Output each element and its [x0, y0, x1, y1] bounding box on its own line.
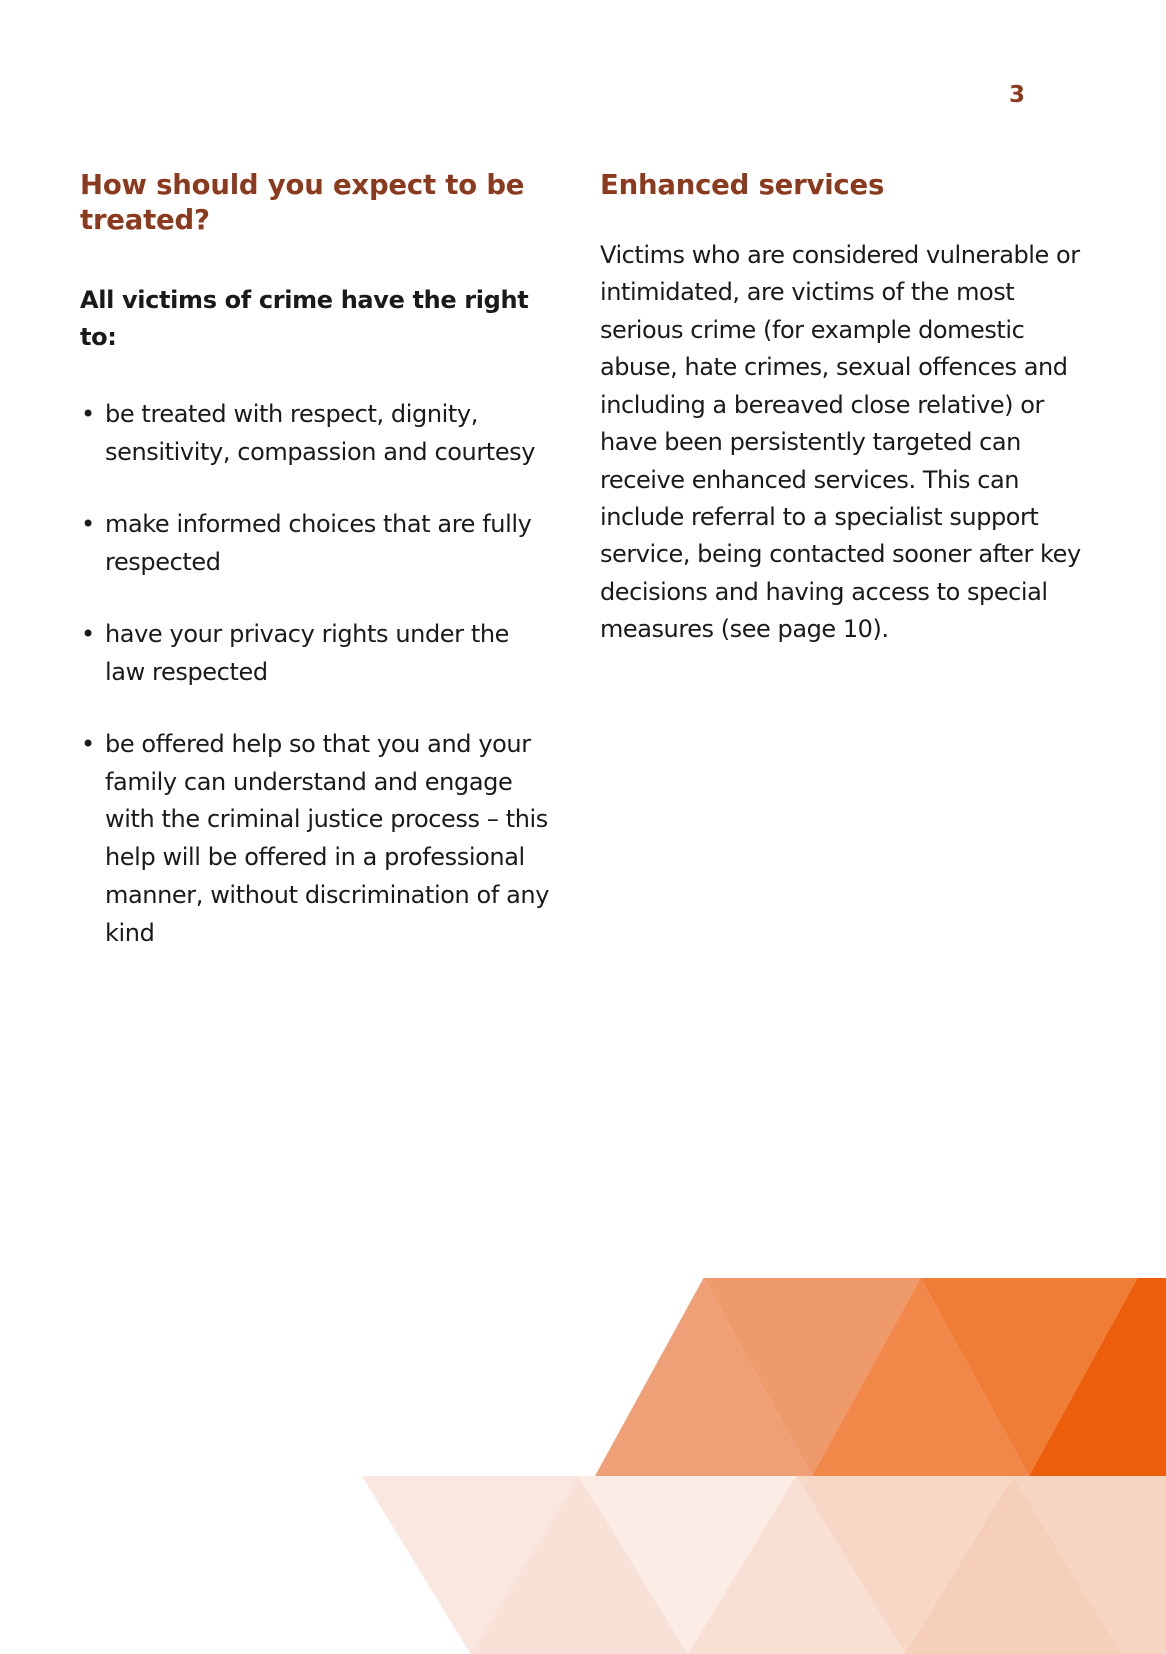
- triangle-down: [579, 1476, 796, 1654]
- triangle-down: [362, 1476, 579, 1654]
- rights-lead-text: All victims of crime have the right to:: [80, 285, 529, 352]
- list-item-label: be treated with respect, dignity, sensitivity, compassion and courtesy: [105, 400, 536, 467]
- list-item-label: make informed choices that are fully respected: [105, 510, 532, 576]
- triangle-down: [921, 1278, 1138, 1476]
- right-section-heading: Enhanced services: [600, 169, 885, 201]
- triangle-up: [812, 1278, 1029, 1476]
- right-column: [600, 168, 1086, 953]
- left-column: [80, 168, 550, 953]
- triangle-up: [471, 1476, 689, 1654]
- bullet-icon: •: [81, 400, 95, 429]
- triangle-down: [796, 1476, 1013, 1654]
- bullet-icon: •: [81, 729, 95, 758]
- list-item-label: be offered help so that you and your family can understand and engage with the criminal justice process – this help will be offered in a professional manner, without discrimination of any kind: [105, 729, 550, 948]
- triangle-up: [905, 1476, 1122, 1654]
- triangle-pattern-decoration: [0, 1180, 1166, 1654]
- triangle-up-clipped: [1029, 1278, 1166, 1476]
- triangle-up: [595, 1278, 812, 1476]
- triangle-pattern-svg: [0, 1180, 1166, 1654]
- triangle-up: [688, 1476, 905, 1654]
- bullet-icon: •: [81, 510, 95, 539]
- list-item: [80, 396, 550, 472]
- left-section-heading: How should you expect to be treated?: [80, 169, 525, 236]
- triangle-down-clipped: [1013, 1476, 1166, 1654]
- list-item: [80, 616, 550, 692]
- enhanced-services-body: Victims who are considered vulnerable or intimidated, are victims of the most serious crime (for example domestic abuse, hate crimes, sexual offences and including a bereaved close relative) or have been persistently targeted can receive enhanced services. This can include referral to a specialist support service, being contacted sooner after key decisions and having access to special measures (see page 10).: [600, 240, 1081, 644]
- bullet-icon: •: [81, 619, 95, 648]
- page-number: 3: [1008, 82, 1025, 108]
- list-item: [80, 506, 550, 582]
- list-item-label: have your privacy rights under the law respected: [105, 619, 510, 686]
- list-item: [80, 726, 550, 953]
- rights-list: [80, 396, 550, 953]
- triangle-down: [704, 1278, 921, 1476]
- content-columns: [80, 168, 1086, 953]
